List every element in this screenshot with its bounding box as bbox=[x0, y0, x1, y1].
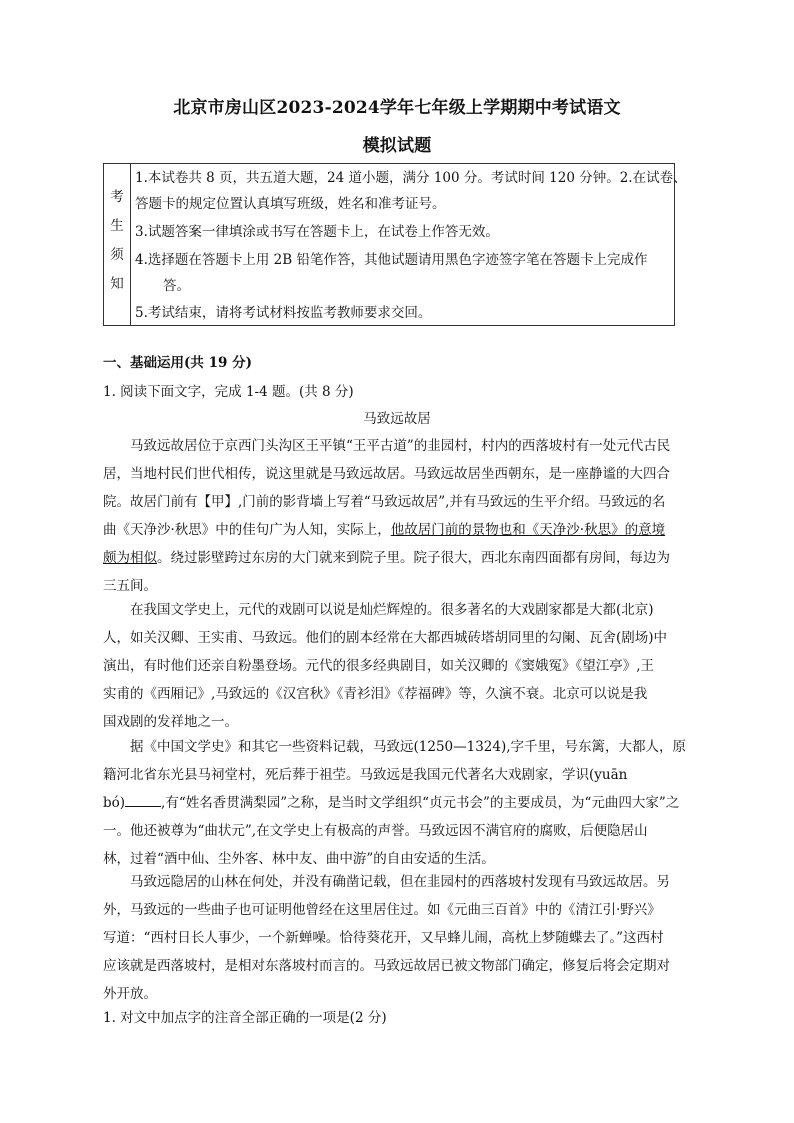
exam-title: 北京市房山区2023-2024学年七年级上学期期中考试语文 bbox=[173, 98, 621, 118]
paragraph-line: 应该就是西落坡村，是相对东落坡村而言的。马致远故居已被文物部门确定，修复后将会定期对 bbox=[103, 958, 670, 974]
paragraph-line bbox=[103, 518, 665, 538]
paragraph-line: 演出，有时他们还亲自粉墨登场。元代的很多经典剧目，如关汉卿的《窦娥冤》《望江亭》,王 bbox=[103, 658, 655, 674]
paragraph-line: 在我国文学史上，元代的戏剧可以说是灿烂辉煌的。很多著名的大戏剧家都是大都(北京) bbox=[130, 602, 654, 618]
paragraph-line: 居，当地村民们世代相传，说这里就是马致远故居。马致远故居坐西朝东，是一座静谧的大四合 bbox=[103, 466, 670, 482]
notice-line: 答题卡的规定位置认真填写班级，姓名和准考证号。 bbox=[135, 196, 446, 212]
candidate-notice-box bbox=[103, 163, 687, 326]
paragraph-line: 马致远故居位于京西门头沟区王平镇“王平古道”的韭园村，村内的西落坡村有一处元代古民 bbox=[130, 438, 671, 454]
paragraph-line: 实甫的《西厢记》,马致远的《汉宫秋》《青衫泪》《荐福碑》等，久演不衰。北京可以说是我 bbox=[103, 686, 648, 702]
notice-side-char: 须 bbox=[110, 247, 124, 263]
underlined-sentence: 他故居门前的景物也和《天净沙·秋思》的意境 bbox=[390, 522, 666, 538]
paragraph-line: 林，过着“酒中仙、尘外客、林中友、曲中游”的自由安适的生活。 bbox=[103, 851, 495, 867]
notice-side-char: 生 bbox=[110, 218, 124, 234]
line-text: bó) bbox=[103, 795, 126, 811]
paragraph-line: 国戏剧的发祥地之一。 bbox=[103, 714, 238, 730]
notice-line: 3.试题答案一律填涂或书写在答题卡上，在试卷上作答无效。 bbox=[135, 224, 499, 240]
notice-side-label bbox=[104, 164, 131, 325]
paragraph-line: 院。故居门前有【甲】,门前的影背墙上写着“马致远故居”,并有马致远的生平介绍。马致远的名 bbox=[103, 494, 666, 510]
notice-side-char: 考 bbox=[110, 189, 124, 205]
paragraph-line: 一。他还被尊为“曲状元”,在文学史上有极高的声誉。马致远因不满官府的腐败，后便隐居山 bbox=[103, 823, 648, 839]
paragraph-line: 外，马致远的一些曲子也可证明他曾经在这里居住过。如《元曲三百首》中的《清江引·野兴》 bbox=[103, 902, 661, 918]
notice-line: 4.选择题在答题卡上用 2B 铅笔作答，其他试题请用黑色字迹签字笔在答题卡上完成作 bbox=[135, 252, 648, 268]
paragraph-line: 人，如关汉卿、王实甫、马致远。他们的剧本经常在大都西城砖塔胡同里的勾阑、瓦舍(剧场)中 bbox=[103, 630, 668, 646]
paragraph-line: 籍河北省东光县马祠堂村，死后葬于祖茔。马致远是我国元代著名大戏剧家，学识(yuān bbox=[103, 767, 628, 783]
notice-side-char: 知 bbox=[110, 276, 124, 292]
paragraph-line: 马致远隐居的山林在何处，并没有确凿记载，但在韭园村的西落坡村发现有马致远故居。另 bbox=[130, 874, 670, 890]
line-text: ,有“姓名香贯满梨园”之称，是当时文学组织“贞元书会”的主要成员，为“元曲四大家”之 bbox=[161, 795, 680, 811]
notice-line: 1.本试卷共 8 页，共五道大题，24 道小题，满分 100 分。考试时间 120 分钟。2.在试卷、 bbox=[135, 170, 687, 186]
line-text: 曲《天净沙·秋思》中的佳句广为人知，实际上， bbox=[103, 522, 391, 538]
paragraph-line bbox=[103, 546, 670, 566]
line-text: 。绕过影壁跨过东房的大门就来到院子里。院子很大，西北东南四面都有房间，每边为 bbox=[157, 550, 670, 566]
question-1: 1. 对文中加点字的注音全部正确的一项是(2 分) bbox=[103, 1010, 387, 1026]
paragraph-line: 三五间。 bbox=[103, 578, 157, 594]
notice-line: 5.考试结束，请将考试材料按监考教师要求交回。 bbox=[135, 305, 432, 321]
underlined-sentence: 颇为相似 bbox=[103, 550, 157, 566]
paragraph-line: 外开放。 bbox=[103, 986, 157, 1002]
section-heading: 一、基础运用(共 19 分) bbox=[103, 355, 252, 371]
notice-line: 答。 bbox=[163, 278, 190, 294]
paragraph-line: 写道：“西村日长人事少，一个新蝉噪。恰待葵花开，又早蜂儿闹，高枕上梦随蝶去了。”这西村 bbox=[103, 930, 664, 946]
paragraph-line bbox=[103, 791, 679, 811]
article-title: 马致远故居 bbox=[363, 411, 431, 427]
question-intro: 1. 阅读下面文字，完成 1-4 题。(共 8 分) bbox=[103, 384, 354, 400]
paragraph-line: 据《中国文学史》和其它一些资料记载，马致远(1250—1324),字千里，号东篱，大都人，原 bbox=[130, 739, 687, 755]
notice-body bbox=[131, 164, 687, 325]
fill-blank[interactable] bbox=[125, 794, 161, 807]
exam-subtitle: 模拟试题 bbox=[362, 136, 432, 156]
